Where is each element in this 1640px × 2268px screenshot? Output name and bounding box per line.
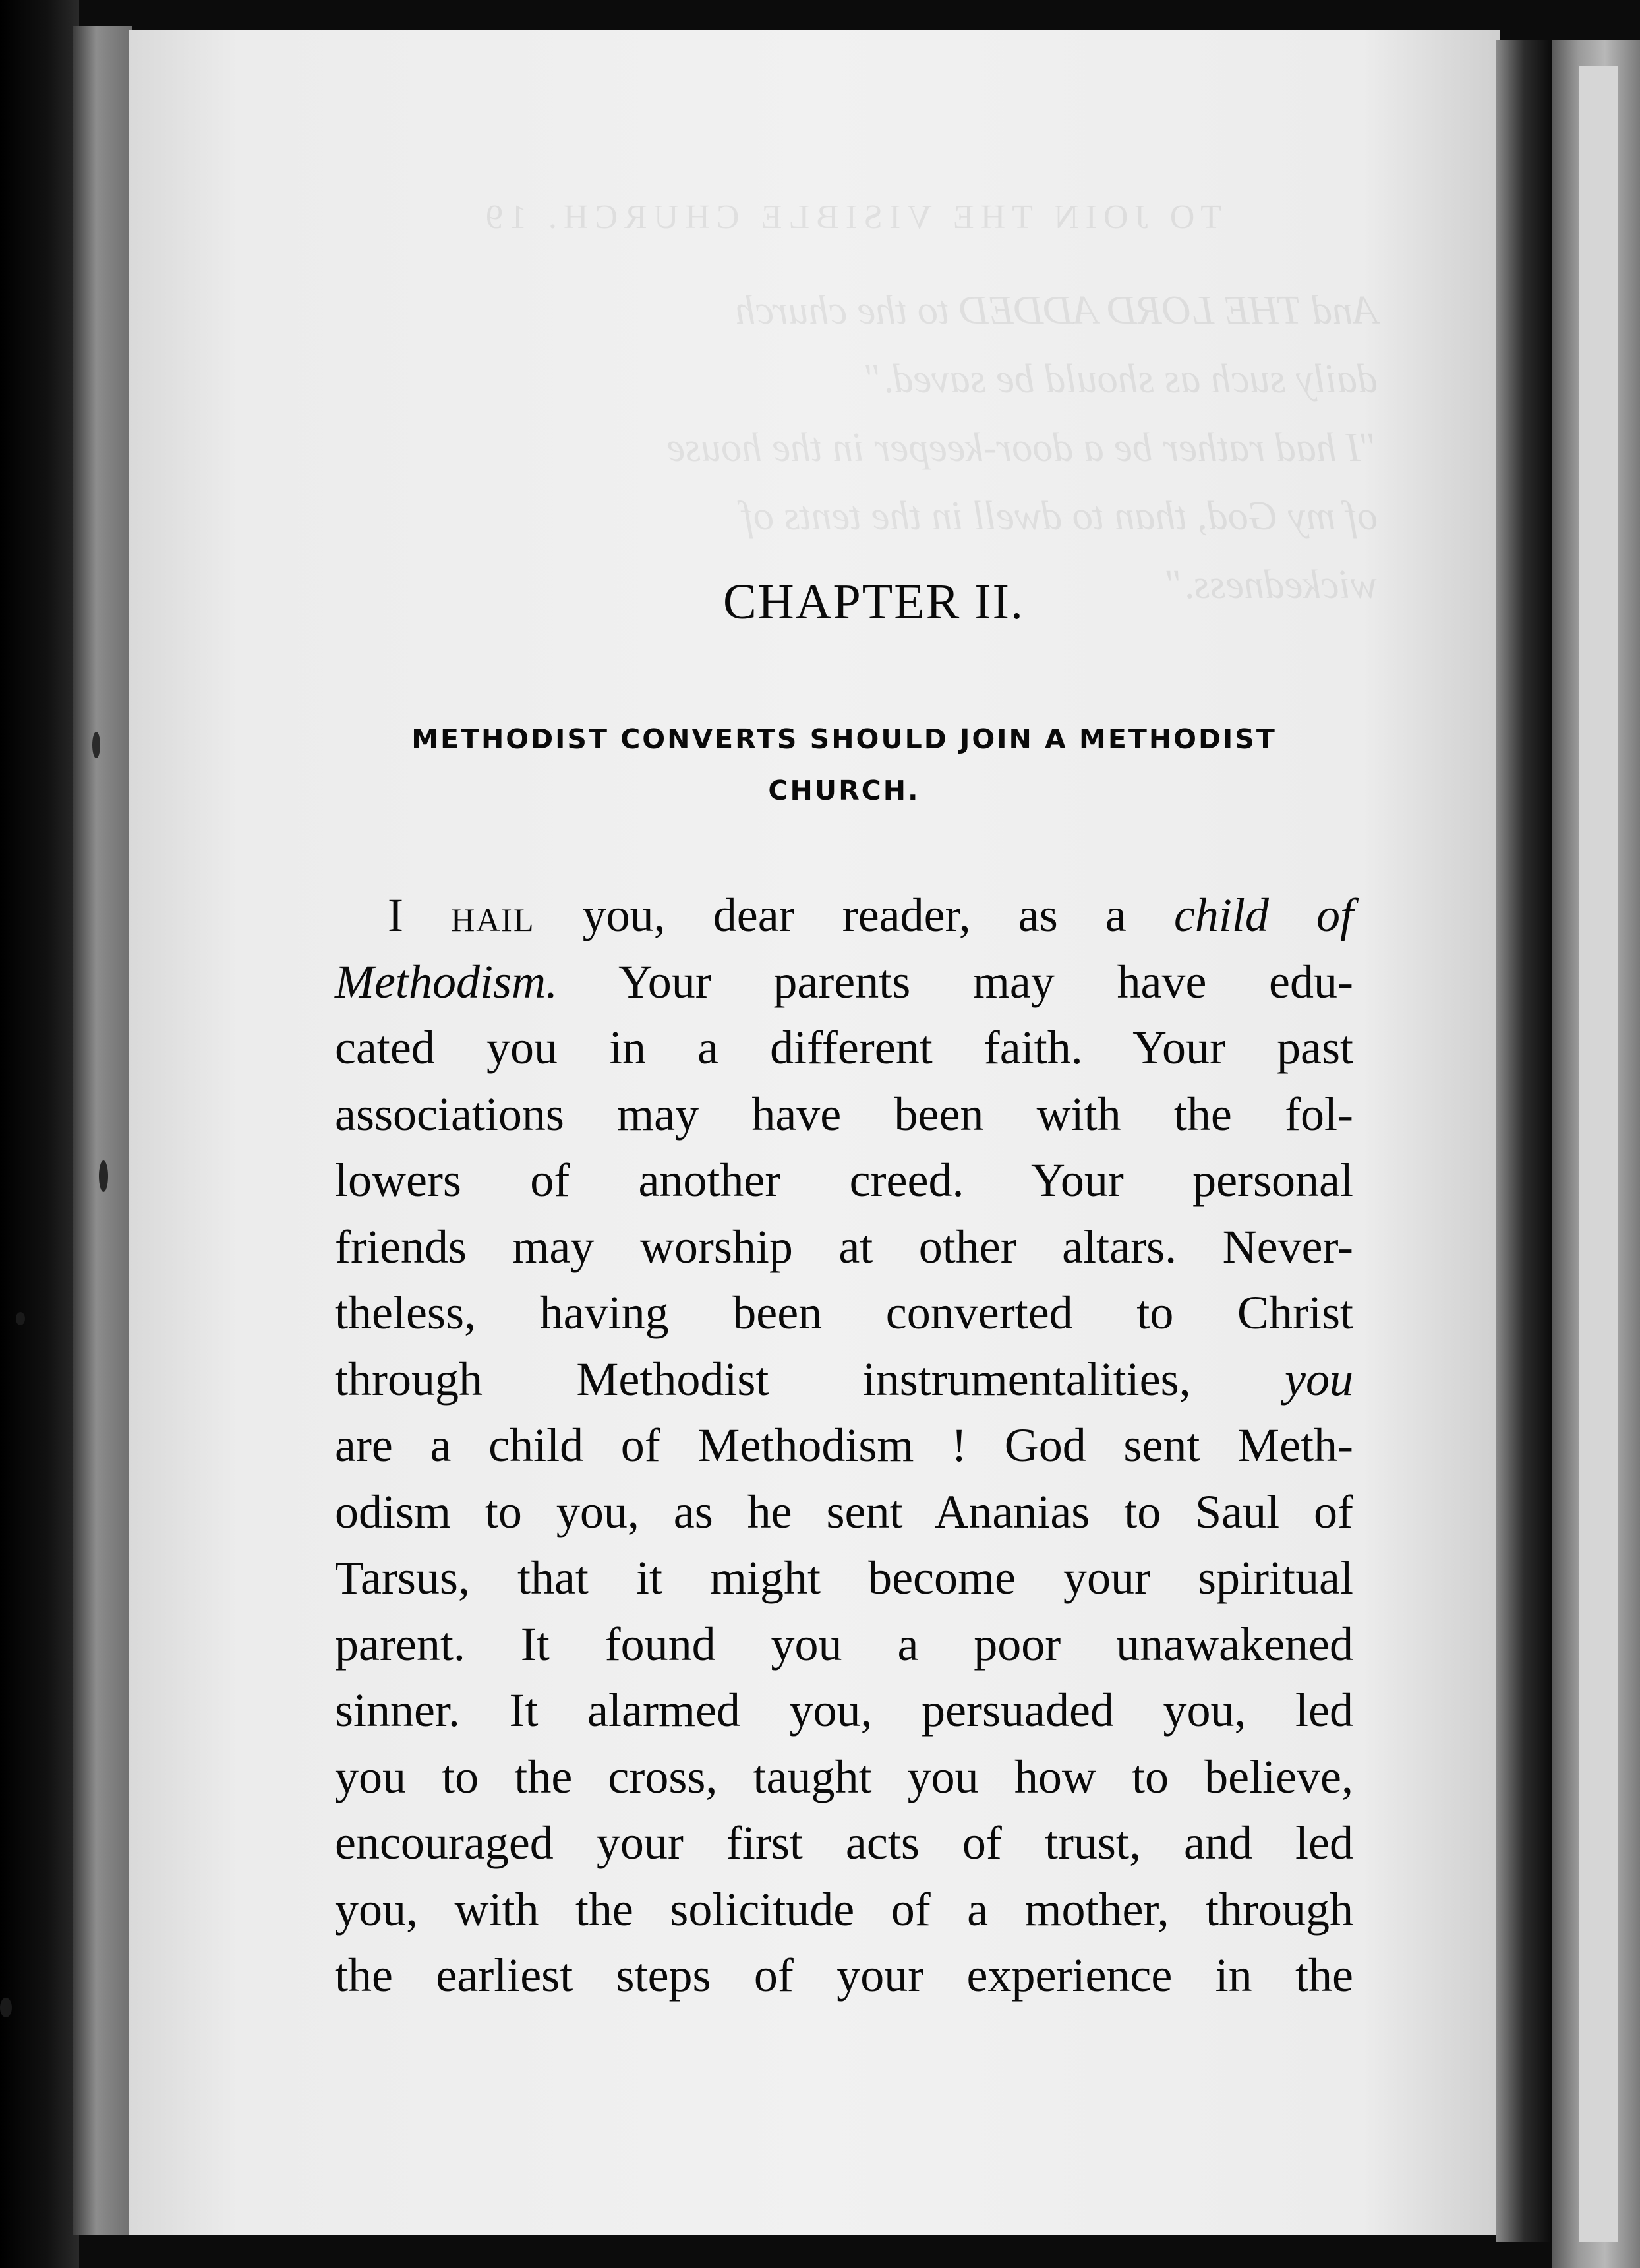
body-text-line — [335, 1214, 1353, 1280]
scan-artifact — [99, 1160, 108, 1192]
body-text-line — [335, 1677, 1353, 1744]
body-text-line — [335, 1346, 1353, 1413]
body-text-line — [335, 882, 1353, 949]
text-segment: friends may worship at other altars. Never- — [335, 1220, 1353, 1273]
body-text-line — [335, 1081, 1353, 1148]
text-segment: odism to you, as he sent Ananias to Saul of — [335, 1485, 1353, 1538]
page-gutter-right — [1496, 40, 1552, 2242]
page-content — [335, 574, 1353, 2009]
text-segment: sinner. It alarmed you, persuaded you, led — [335, 1684, 1353, 1737]
text-segment: you to the cross, taught you how to believe, — [335, 1750, 1353, 1803]
body-text-line — [335, 1810, 1353, 1876]
scan-artifact — [0, 1998, 12, 2017]
next-page-surface — [1579, 66, 1618, 2242]
body-text-line — [335, 1147, 1353, 1214]
text-segment: encouraged your first acts of trust, and led — [335, 1816, 1353, 1869]
body-text-line — [335, 1015, 1353, 1081]
italic-text: you — [1285, 1352, 1353, 1406]
body-text-line — [335, 1545, 1353, 1611]
italic-text: Methodism. — [335, 955, 558, 1008]
text-segment: parent. It found you a poor unawakened — [335, 1617, 1353, 1671]
body-text-line — [335, 1280, 1353, 1346]
text-segment: theless, having been converted to Christ — [335, 1286, 1353, 1339]
text-segment: you, dear reader, as a — [535, 889, 1174, 941]
smallcaps-text: hail — [451, 889, 535, 941]
body-text-line — [335, 1876, 1353, 1943]
page-edge-left — [73, 26, 132, 2235]
text-segment: I — [388, 889, 452, 941]
body-text-line — [335, 1611, 1353, 1678]
body-text-line — [335, 1412, 1353, 1479]
text-segment: lowers of another creed. Your personal — [335, 1154, 1353, 1207]
body-text-line — [335, 1479, 1353, 1545]
text-segment: are a child of Methodism ! God sent Meth- — [335, 1419, 1353, 1472]
text-segment: through Methodist instrumentalities, — [335, 1352, 1285, 1406]
text-segment: Tarsus, that it might become your spiritual — [335, 1551, 1353, 1604]
chapter-subtitle-line: METHODIST CONVERTS SHOULD JOIN A METHODIST — [411, 723, 1277, 755]
body-text-line — [335, 1942, 1353, 2009]
body-text — [335, 882, 1353, 2009]
binding-edge-left — [0, 0, 79, 2268]
text-segment: Your parents may have edu- — [557, 955, 1353, 1008]
chapter-subtitle-line: CHURCH. — [768, 775, 920, 806]
body-text-line — [335, 949, 1353, 1015]
text-segment: you, with the solicitude of a mother, through — [335, 1882, 1353, 1936]
italic-text: child of — [1173, 889, 1354, 941]
chapter-subtitle — [335, 713, 1353, 816]
scan-artifact — [16, 1312, 25, 1325]
body-text-line — [335, 1744, 1353, 1810]
text-segment: associations may have been with the fol- — [335, 1087, 1353, 1141]
text-segment: the earliest steps of your experience in the — [335, 1949, 1353, 2002]
text-segment: cated you in a different faith. Your past — [335, 1021, 1353, 1074]
scan-artifact — [92, 732, 100, 758]
chapter-title: CHAPTER II. — [723, 574, 1024, 630]
